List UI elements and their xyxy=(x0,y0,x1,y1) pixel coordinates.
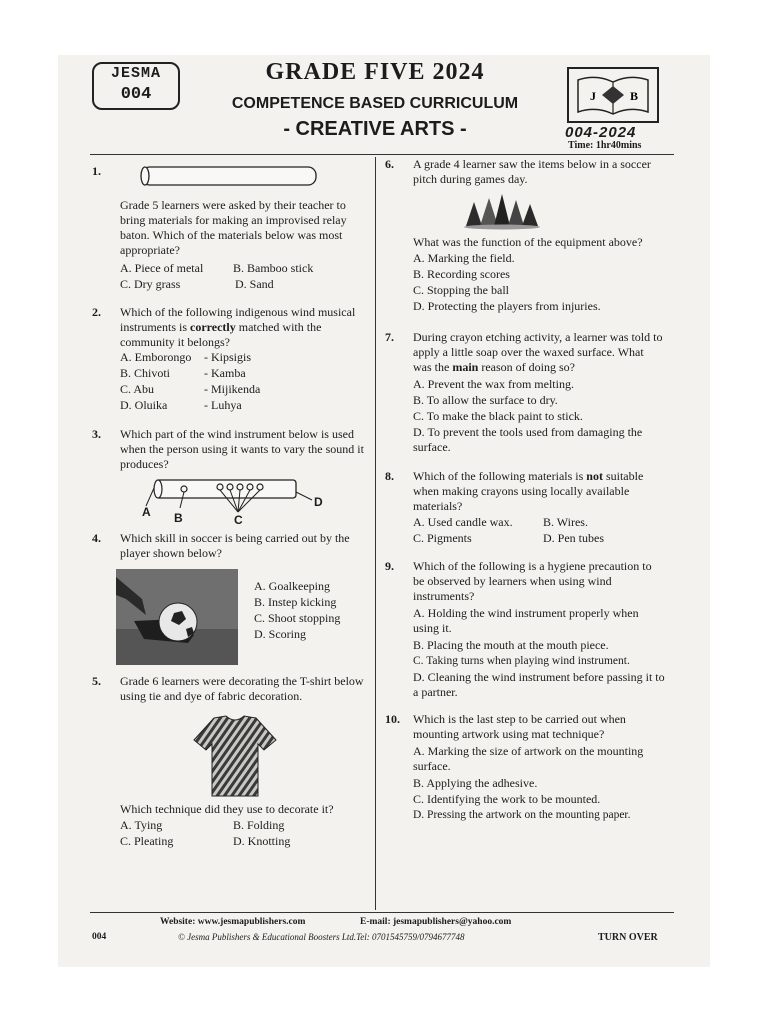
q8-option-b: B. Wires. xyxy=(543,515,588,529)
cones-icon xyxy=(462,190,542,230)
q1-option-b: B. Bamboo stick xyxy=(233,261,314,275)
q4-option-a: A. Goalkeeping xyxy=(254,579,330,593)
q8-option-a: A. Used candle wax. xyxy=(413,515,513,529)
q9-option-c: C. Taking turns when playing wind instrument. xyxy=(413,655,630,667)
badge-line2: 004 xyxy=(120,85,152,104)
q2-option-a: A. Emborongo xyxy=(120,350,192,364)
q1-text: Grade 5 learners were asked by their teacher to bring materials for making an improvised relay baton. Which of the materials below was most appropriate? xyxy=(120,198,347,257)
q2-option-d: D. Oluika xyxy=(120,398,168,412)
svg-text:J: J xyxy=(590,89,596,103)
q7-option-b: B. To allow the surface to dry. xyxy=(413,393,558,407)
q10-option-a: A. Marking the size of artwork on the mounting surface. xyxy=(413,744,644,773)
q1-option-d: D. Sand xyxy=(235,277,274,291)
q5-option-a: A. Tying xyxy=(120,818,163,832)
q1-number: 1. xyxy=(92,164,101,178)
footer-code: 004 xyxy=(92,932,107,942)
q3-number: 3. xyxy=(92,427,101,441)
q1-option-a: A. Piece of metal xyxy=(120,261,204,275)
q5-option-c: C. Pleating xyxy=(120,834,174,848)
q5-option-d: D. Knotting xyxy=(233,834,291,848)
exam-time: Time: 1hr40mins xyxy=(568,140,642,151)
q5-number: 5. xyxy=(92,674,101,688)
q5-option-b: B. Folding xyxy=(233,818,285,832)
q4-option-b: B. Instep kicking xyxy=(254,595,337,609)
q6-question: What was the function of the equipment above? xyxy=(413,235,643,249)
q2-option-d-community: - Luhya xyxy=(204,398,242,412)
q2-option-b-community: - Kamba xyxy=(204,366,246,380)
q2-number: 2. xyxy=(92,305,101,319)
q9-option-d: D. Cleaning the wind instrument before passing it to a partner. xyxy=(413,670,665,699)
q3-label-d: D xyxy=(314,495,323,509)
q3-label-b: B xyxy=(174,511,183,525)
q3-label-a: A xyxy=(142,505,151,519)
q4-text: Which skill in soccer is being carried out by the player shown below? xyxy=(120,531,350,560)
q6-option-a: A. Marking the field. xyxy=(413,251,515,265)
q7-text: During crayon etching activity, a learner was told to apply a little soap over the waxed surface. What was the main reason of doing so? xyxy=(413,330,663,374)
q6-option-d: D. Protecting the players from injuries. xyxy=(413,299,601,313)
q1-option-c: C. Dry grass xyxy=(120,277,181,291)
q2-option-c: C. Abu xyxy=(120,382,155,396)
footer-divider xyxy=(90,912,674,913)
q8-text: Which of the following materials is not suitable when making crayons using locally available materials? xyxy=(413,469,644,513)
q7-option-d: D. To prevent the tools used from damaging the surface. xyxy=(413,425,643,454)
q2-option-a-community: - Kipsigis xyxy=(204,350,252,364)
q2-text: Which of the following indigenous wind musical instruments is correctly matched with the community it belongs? xyxy=(120,305,356,349)
publisher-logo-icon xyxy=(566,66,660,124)
footer-turn-over: TURN OVER xyxy=(598,932,658,943)
header-divider xyxy=(90,154,674,155)
q10-number: 10. xyxy=(385,712,400,726)
q10-option-c: C. Identifying the work to be mounted. xyxy=(413,792,601,806)
q6-option-c: C. Stopping the ball xyxy=(413,283,509,297)
subject-title: - CREATIVE ARTS - xyxy=(283,118,467,140)
column-divider xyxy=(375,157,376,910)
q6-option-b: B. Recording scores xyxy=(413,267,510,281)
q8-number: 8. xyxy=(385,469,394,483)
footer-website: Website: www.jesmapublishers.com xyxy=(160,917,306,927)
q2-option-b: B. Chivoti xyxy=(120,366,171,380)
q9-option-a: A. Holding the wind instrument properly when using it. xyxy=(413,606,639,635)
q6-number: 6. xyxy=(385,157,394,171)
q4-option-c: C. Shoot stopping xyxy=(254,611,341,625)
q10-text: Which is the last step to be carried out when mounting artwork using mat technique? xyxy=(413,712,626,741)
tie-dye-tshirt-icon xyxy=(192,714,278,798)
q3-text: Which part of the wind instrument below is used when the person using it wants to vary the sound it produces? xyxy=(120,427,364,471)
footer-email: E-mail: jesmapublishers@yahoo.com xyxy=(360,917,512,927)
soccer-kick-photo xyxy=(116,569,238,665)
exam-code: 004-2024 xyxy=(565,124,637,141)
relay-baton-icon xyxy=(137,164,319,188)
q7-option-c: C. To make the black paint to stick. xyxy=(413,409,583,423)
q8-option-c: C. Pigments xyxy=(413,531,472,545)
q10-option-d: D. Pressing the artwork on the mounting paper. xyxy=(413,809,631,821)
q6-text: A grade 4 learner saw the items below in a soccer pitch during games day. xyxy=(413,157,651,186)
q9-number: 9. xyxy=(385,559,394,573)
jesma-badge xyxy=(92,62,180,110)
q3-label-c: C xyxy=(234,513,243,527)
svg-text:B: B xyxy=(630,89,639,103)
q2-option-c-community: - Mijikenda xyxy=(204,382,261,396)
q10-option-b: B. Applying the adhesive. xyxy=(413,776,538,790)
q4-number: 4. xyxy=(92,531,101,545)
q7-option-a: A. Prevent the wax from melting. xyxy=(413,377,574,391)
q8-option-d: D. Pen tubes xyxy=(543,531,604,545)
q5-text: Grade 6 learners were decorating the T-shirt below using tie and dye of fabric decoration. xyxy=(120,674,364,703)
curriculum-subtitle: COMPETENCE BASED CURRICULUM xyxy=(231,95,519,112)
q9-option-b: B. Placing the mouth at the mouth piece. xyxy=(413,638,609,652)
q9-text: Which of the following is a hygiene precaution to be observed by learners when using wind instruments? xyxy=(413,559,652,603)
badge-line1: JESMA xyxy=(110,65,161,82)
q7-number: 7. xyxy=(385,330,394,344)
q5-question: Which technique did they use to decorate it? xyxy=(120,802,334,816)
footer-copyright: © Jesma Publishers & Educational Boosters Ltd.Tel: 0701545759/0794677748 xyxy=(178,932,465,942)
q4-option-d: D. Scoring xyxy=(254,627,306,641)
page-title: GRADE FIVE 2024 xyxy=(265,59,485,85)
